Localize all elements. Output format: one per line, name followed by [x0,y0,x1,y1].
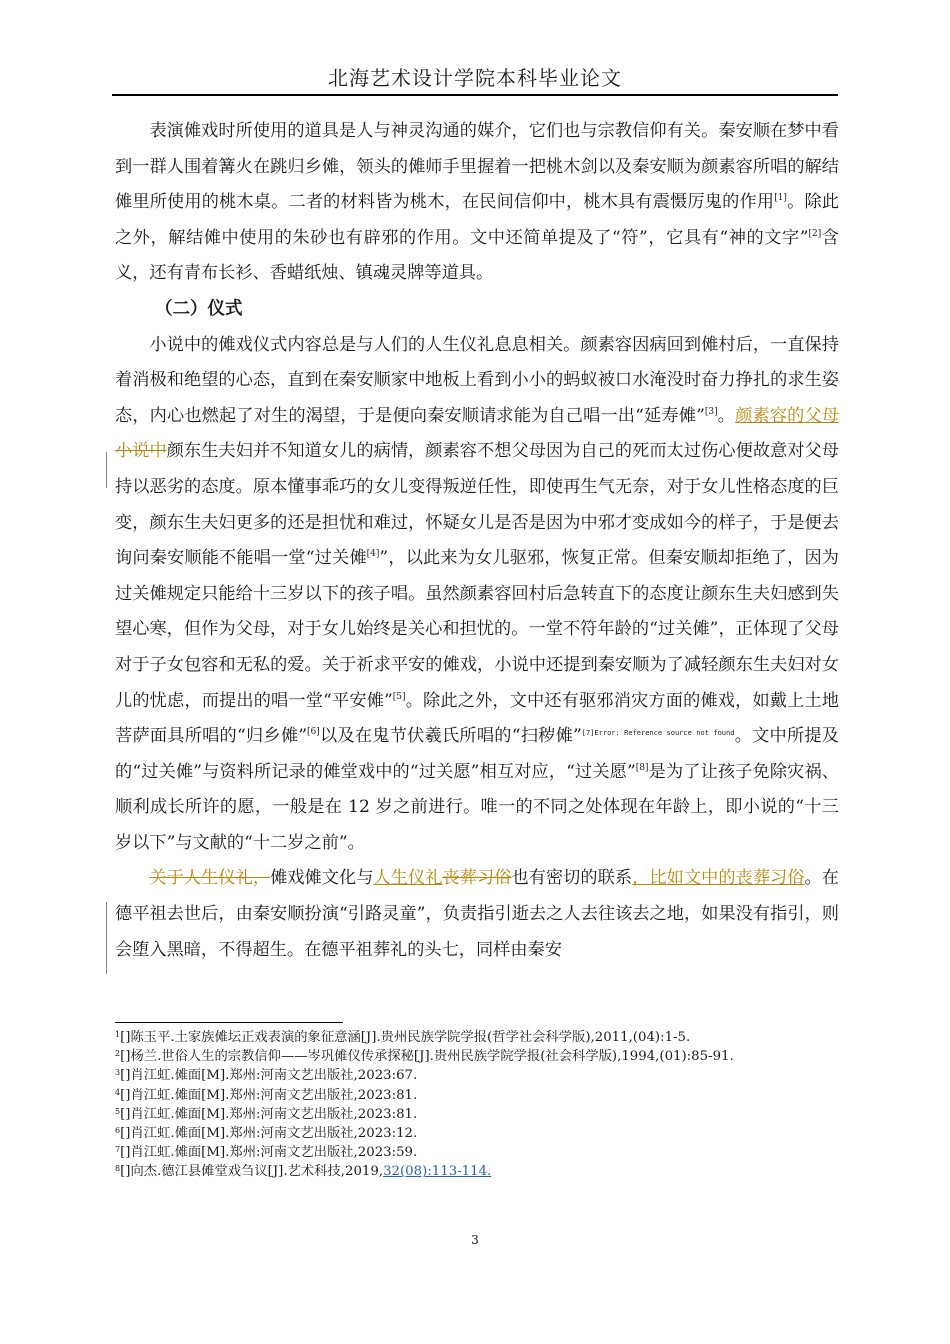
footnote-mark: 6 [115,1126,121,1136]
footnote-text: []肖江虹.傩面[M].郑州:河南文艺出版社,2023:67. [120,1068,418,1084]
change-bar [106,902,107,974]
footnotes [115,1028,839,1182]
text: 。除此之外，文中还有驱邪消灾方面的傩戏，如戴上土地菩萨面具所唱的“归乡傩” [115,690,839,747]
tracked-insertion[interactable]: 颜素容的父母 [735,405,839,426]
text: ”，以此来为女儿驱邪，恢复正常。但秦安顺却拒绝了，因为过关傩规定只能给十三岁以下的孩子唱。虽然颜素容回村后急转直下的态度让颜东生夫妇感到失望心寒，但作为父母，对于女儿始终是关心和担忧的。一堂不符年龄的“过关傩”，正体现了父母对于子女包容和无私的爱。关于祈求平安的傩戏，小说中还提到秦安顺为了减轻颜东生夫妇对女儿的忧虑，而提出的唱一堂“平安傩” [115,548,839,711]
footnote-text: []肖江虹.傩面[M].郑州:河南文艺出版社,2023:81. [120,1106,418,1122]
citation-ref[interactable]: [1] [774,193,787,204]
paragraph-rituals [115,328,839,862]
footnote-mark: 1 [115,1030,121,1039]
footnote [115,1086,839,1105]
change-bar [106,452,107,488]
text: 以及在鬼节伏羲氏所唱的“扫秽傩” [319,726,582,747]
footnote-text: []肖江虹.傩面[M].郑州:河南文艺出版社,2023:12. [120,1126,418,1142]
header-rule [112,94,838,96]
text: 。文中所提及的“过关傩”与资料所记录的傩堂戏中的“过关愿”相互对应，“过关愿” [115,726,839,782]
footnote [115,1162,839,1181]
tracked-insertion[interactable]: ，比如文中的丧葬习俗 [632,868,805,889]
footnote-text: []肖江虹.傩面[M].郑州:河南文艺出版社,2023:59. [120,1145,418,1161]
page-number: 3 [471,1233,479,1247]
text: 是为了让孩子免除灾祸、顺利成长所许的愿，一般是在 12 岁之前进行。唯一的不同之处体现在年龄上，即小说的“十三岁以下”与文献的“十二岁之前”。 [115,761,839,853]
footnote [115,1066,839,1085]
footnote-mark: 2 [115,1049,121,1059]
tracked-deletion[interactable]: 丧葬习俗 [442,868,512,889]
paragraph-funeral [115,861,839,968]
document-body [115,114,839,968]
text: 也有密切的联系 [511,868,633,889]
tracked-deletion[interactable]: 小说中 [115,441,167,462]
citation-ref[interactable]: [3] [704,406,718,417]
footnote-mark: 8 [115,1164,121,1174]
text: 。除此之外，解结傩中使用的朱砂也有辟邪的作用。文中还简单提及了“符”，它具有“神的文字” [115,192,839,248]
citation-ref[interactable]: [8] [635,762,649,773]
tracked-insertion[interactable]: 人生仪礼 [373,868,443,889]
footnote [115,1143,839,1162]
footnote [115,1047,839,1066]
text: 颜东生夫妇并不知道女儿的病情，颜素容不想父母因为自己的死而太过伤心便故意对父母持以恶劣的态度。原本懂事乖巧的女儿变得叛逆任性，即使再生气无奈，对于女儿性格态度的巨变，颜东生夫妇更多的还是担忧和难过，怀疑女儿是否是因为中邪才变成如今的样子，于是便去询问秦安顺能不能唱一堂“过关傩 [115,441,839,569]
footnote [115,1105,839,1124]
citation-error-ref[interactable]: [7]Error: Reference source not found [581,729,735,738]
citation-ref[interactable]: [5] [392,691,406,702]
page-header-title: 北海艺术设计学院本科毕业论文 [328,66,622,90]
text: 傩戏傩文化与 [270,868,374,889]
footnote-text: []陈玉平.土家族傩坛正戏表演的象征意涵[J].贵州民族学院学报(哲学社会科学版),2011,(04):1-5. [120,1030,691,1045]
footnote-text: []肖江虹.傩面[M].郑州:河南文艺出版社,2023:81. [120,1087,418,1103]
footnote-mark: 5 [115,1106,121,1116]
text: 小说中的傩戏仪式内容总是与人们的人生仪礼息息相关。颜素容因病回到傩村后，一直保持着消极和绝望的心态，直到在秦安顺家中地板上看到小小的蚂蚁被口水淹没时奋力挣扎的求生姿态，内心也燃起了对生的渴望，于是便向秦安顺请求能为自己唱一出“延寿傩” [115,334,839,426]
text: 。在德平祖去世后，由秦安顺扮演“引路灵童”，负责指引逝去之人去往该去之地，如果没有指引，则会堕入黑暗，不得超生。在德平祖葬礼的头七，同样由秦安 [115,868,839,960]
citation-ref[interactable]: [4] [366,549,380,560]
footnote-mark: 4 [115,1087,121,1097]
footnote [115,1124,839,1143]
text: 表演傩戏时所使用的道具是人与神灵沟通的媒介，它们也与宗教信仰有关。秦安顺在梦中看到一群人围着篝火在跳归乡傩，领头的傩师手里握着一把桃木剑以及秦安顺为颜素容所唱的解结傩里所使用的桃木桌。二者的材料皆为桃木，在民间信仰中，桃木具有震慑厉鬼的作用 [115,121,839,213]
footnote [115,1028,839,1047]
tracked-deletion[interactable]: 关于人生仪礼， [149,868,271,889]
footnote-text: []向杰.德江县傩堂戏刍议[J].艺术科技,2019, [120,1164,384,1180]
footnote-text: []杨兰.世俗人生的宗教信仰——岑巩傩仪传承探秘[J].贵州民族学院学报(社会科学版),1994,(01):85-91. [120,1049,734,1065]
footnote-separator [115,1022,343,1023]
section-heading: （二）仪式 [155,298,243,319]
paragraph-props [115,114,839,292]
text: 含义，还有青布长衫、香蜡纸烛、镇魂灵牌等道具。 [115,227,839,284]
footnote-link[interactable]: 32(08):113-114. [383,1164,492,1180]
citation-ref[interactable]: [2] [808,228,822,239]
footnote-mark: 3 [115,1068,121,1078]
footnote-mark: 7 [115,1145,121,1155]
citation-ref[interactable]: [6] [307,727,320,738]
text: 。 [717,405,736,426]
